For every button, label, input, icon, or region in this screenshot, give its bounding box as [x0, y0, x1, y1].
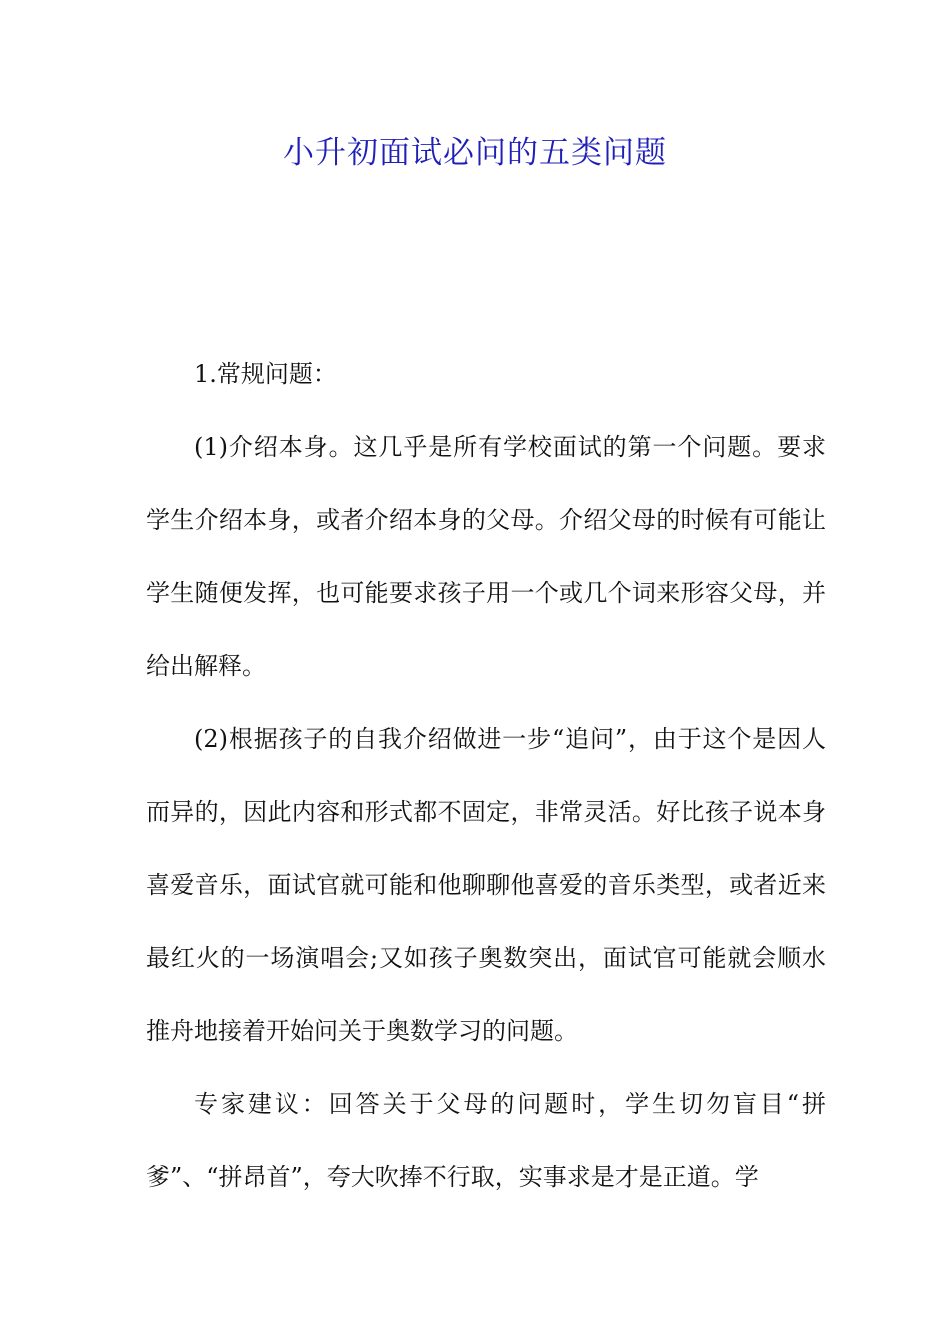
paragraph-expert-advice: 专家建议：回答关于父母的问题时，学生切勿盲目“拼爹”、“拼昂首”，夸大吹捧不行取，实事求是才是正道。学 [146, 1090, 826, 1191]
document-title: 小升初面试必问的五类问题 [283, 135, 667, 171]
paragraph-self-introduction: (1)介绍本身。这几乎是所有学校面试的第一个问题。要求学生介绍本身，或者介绍本身的父母。介绍父母的时候有可能让学生随便发挥，也可能要求孩子用一个或几个词来形容父母，并给出解释。 [146, 433, 826, 680]
paragraph-heading-regular-questions: 1.常规问题： [194, 360, 337, 388]
document-body [146, 338, 826, 1214]
paragraph-follow-up-questions: (2)根据孩子的自我介绍做进一步“追问”，由于这个是因人而异的，因此内容和形式都不固定，非常灵活。好比孩子说本身喜爱音乐，面试官就可能和他聊聊他喜爱的音乐类型，或者近来最红火的一场演唱会;又如孩子奥数突出，面试官可能就会顺水推舟地接着开始问关于奥数学习的问题。 [146, 725, 826, 1045]
